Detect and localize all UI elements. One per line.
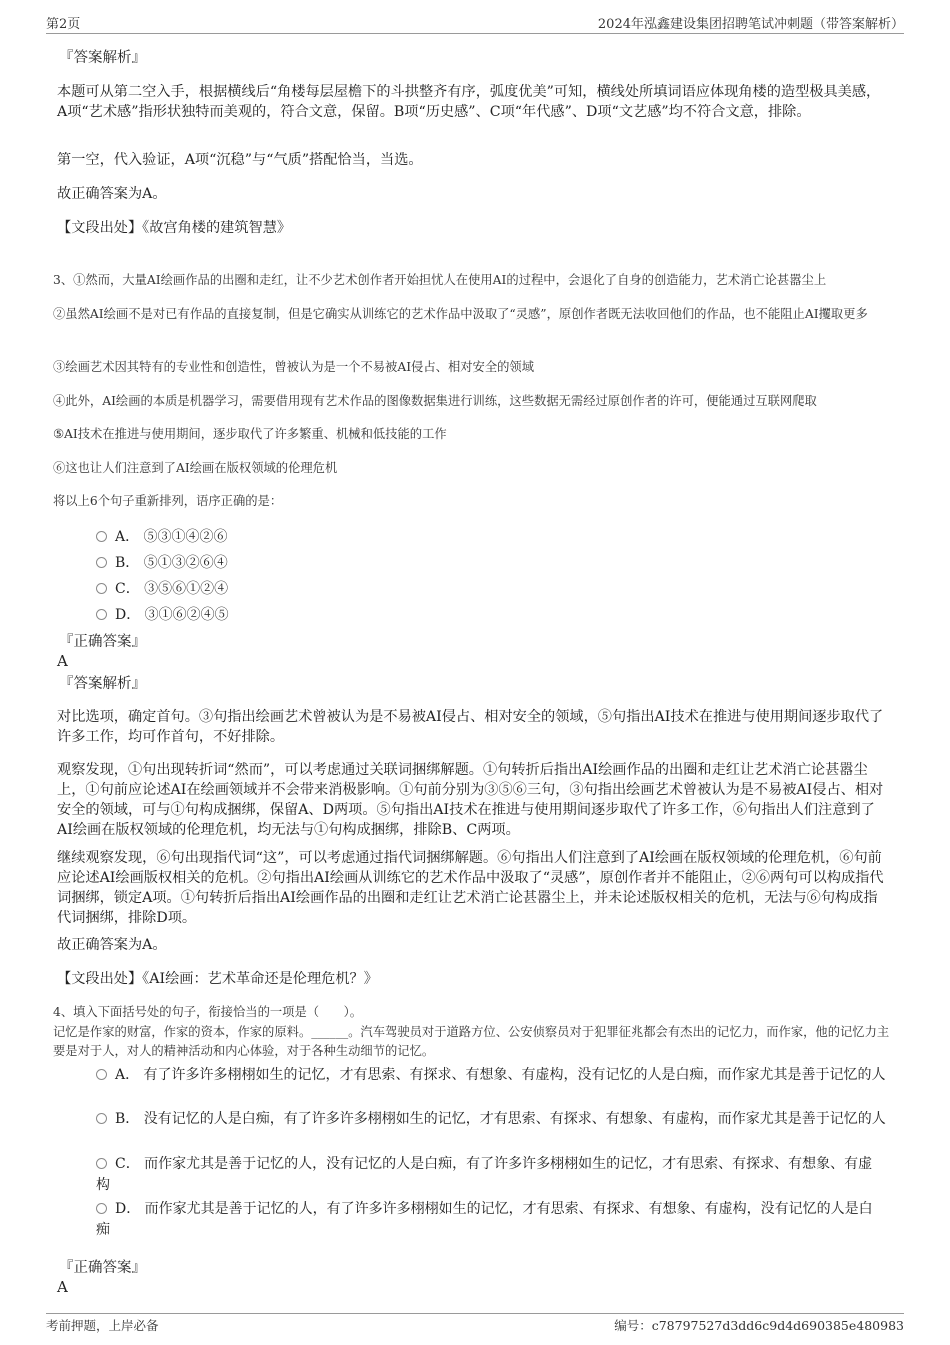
radio-icon[interactable] bbox=[96, 1069, 107, 1080]
q3-answer: A bbox=[57, 652, 68, 670]
q3-sentence: ④此外，AI绘画的本质是机器学习，需要借用现有艺术作品的图像数据集进行训练，这些数据无需经过原创作者的许可，便能通过互联网爬取 bbox=[53, 394, 817, 408]
radio-icon[interactable] bbox=[96, 1203, 107, 1214]
q4-answer: A bbox=[57, 1278, 68, 1296]
q4-stem: 4、填入下面括号处的句子，衔接恰当的一项是（ ）。 bbox=[53, 1005, 363, 1019]
q3-source: 【文段出处】《AI绘画：艺术革命还是伦理危机？》 bbox=[57, 971, 378, 987]
q3-sentence: ⑤AI技术在推进与使用期间，逐步取代了许多繁重、机械和低技能的工作 bbox=[53, 427, 447, 441]
radio-icon[interactable] bbox=[96, 557, 107, 568]
q3-option-b[interactable]: B． ⑤①③②⑥④ bbox=[96, 552, 228, 574]
document-title: 2024年泓鑫建设集团招聘笔试冲刺题（带答案解析） bbox=[597, 17, 904, 32]
footer-slogan: 考前押题，上岸必备 bbox=[46, 1318, 159, 1333]
page-footer bbox=[46, 1313, 904, 1334]
q3-question: 将以上6个句子重新排列，语序正确的是： bbox=[53, 494, 283, 508]
radio-icon[interactable] bbox=[96, 1113, 107, 1124]
q4-option-b[interactable]: B． 没有记忆的人是白痴，有了许多许多栩栩如生的记忆，才有思索、有探求、有想象、有虚构，而作家尤其是善于记忆的人 bbox=[96, 1109, 886, 1130]
radio-icon[interactable] bbox=[96, 1158, 107, 1169]
radio-icon[interactable] bbox=[96, 609, 107, 620]
q4-answer-label: 『正确答案』 bbox=[59, 1260, 146, 1276]
radio-icon[interactable] bbox=[96, 583, 107, 594]
q2-analysis-paragraph: 本题可从第二空入手，根据横线后“角楼每层屋檐下的斗拱整齐有序，弧度优美”可知，横线处所填词语应体现角楼的造型极具美感，A项“艺术感”指形状独特而美观的，符合文意，保留。B项“历史感”、C项“年代感”、D项“文艺感”均不符合文意，排除。 bbox=[57, 84, 881, 120]
q3-answer-conclusion: 故正确答案为A。 bbox=[57, 937, 167, 953]
q3-sentence: ③绘画艺术因其特有的专业性和创造性，曾被认为是一个不易被AI侵占、相对安全的领域 bbox=[53, 360, 535, 374]
q4-option-c[interactable]: C． 而作家尤其是善于记忆的人，没有记忆的人是白痴，有了许多许多栩栩如生的记忆，才有思索、有探求、有想象、有虚构 bbox=[96, 1156, 873, 1193]
q4-option-d[interactable]: D． 而作家尤其是善于记忆的人，有了许多许多栩栩如生的记忆，才有思索、有探求、有想象、有虚构，没有记忆的人是白痴 bbox=[96, 1201, 873, 1238]
q3-sentence: ⑥这也让人们注意到了AI绘画在版权领域的伦理危机 bbox=[53, 461, 338, 475]
q2-source: 【文段出处】《故宫角楼的建筑智慧》 bbox=[57, 220, 292, 236]
page-header bbox=[46, 13, 904, 34]
q3-sentence: ②虽然AI绘画不是对已有作品的直接复制，但是它确实从训练它的艺术作品中汲取了“灵感”，原创作者既无法收回他们的作品，也不能阻止AI攫取更多 bbox=[53, 307, 868, 321]
q4-passage: 记忆是作家的财富，作家的资本，作家的原料。______。汽车驾驶员对于道路方位、公安侦察员对于犯罪征兆都会有杰出的记忆力，而作家，他的记忆力主要是对于人，对人的精神活动和内心体验，对于各种生动细节的记忆。 bbox=[53, 1025, 890, 1058]
q3-analysis-paragraph: 继续观察发现，⑥句出现指代词“这”，可以考虑通过指代词捆绑解题。⑥句指出人们注意到了AI绘画在版权领域的伦理危机，⑥句前应论述AI绘画版权相关的危机。②句指出AI绘画从训练它的艺术作品中汲取了“灵感”，原创作者并不能阻止，②⑥两句可以构成指代词捆绑，锁定A项。①句转折后指出AI绘画作品的出圈和走红让艺术消亡论甚嚣尘上，并未论述版权相关的危机，无法与⑥句构成指代词捆绑，排除D项。 bbox=[57, 850, 884, 926]
document-code bbox=[614, 1316, 904, 1334]
code-label: 编号： bbox=[614, 1318, 652, 1333]
q3-analysis-paragraph: 对比选项，确定首句。③句指出绘画艺术曾被认为是不易被AI侵占、相对安全的领域，⑤句指出AI技术在推进与使用期间逐步取代了许多工作，均可作首句，不好排除。 bbox=[57, 709, 884, 745]
q3-option-a[interactable]: A． ⑤③①④②⑥ bbox=[96, 526, 228, 548]
code-value: c78797527d3dd6c9d4d690385e480983 bbox=[651, 1318, 904, 1333]
page-number: 第2页 bbox=[46, 17, 81, 32]
q3-answer-label: 『正确答案』 bbox=[59, 634, 146, 650]
q2-analysis-label: 『答案解析』 bbox=[59, 50, 146, 66]
q3-sentence: 3、①然而，大量AI绘画作品的出圈和走红，让不少艺术创作者开始担忧人在使用AI的过程中，会退化了自身的创造能力，艺术消亡论甚嚣尘上 bbox=[53, 273, 827, 287]
q3-option-d[interactable]: D． ③①⑥②④⑤ bbox=[96, 604, 229, 626]
q3-analysis-label: 『答案解析』 bbox=[59, 676, 146, 692]
radio-icon[interactable] bbox=[96, 531, 107, 542]
q3-analysis-paragraph: 观察发现，①句出现转折词“然而”，可以考虑通过关联词捆绑解题。①句转折后指出AI绘画作品的出圈和走红让艺术消亡论甚嚣尘上，①句前应论述AI在绘画领域并不会带来消极影响。①句前分别为③⑤⑥三句，③句指出绘画艺术曾被认为是不易被AI侵占、相对安全的领域，可与①句构成捆绑，保留A、D两项。⑤句指出AI技术在推进与使用期间逐步取代了许多工作，⑥句指出人们注意到了AI绘画在版权领域的伦理危机，均无法与①句构成捆绑，排除B、C两项。 bbox=[57, 762, 884, 838]
q4-option-a[interactable]: A． 有了许多许多栩栩如生的记忆，才有思索、有探求、有想象、有虚构，没有记忆的人是白痴，而作家尤其是善于记忆的人 bbox=[96, 1065, 886, 1086]
q3-option-c[interactable]: C． ③⑤⑥①②④ bbox=[96, 578, 228, 600]
q2-analysis-paragraph: 第一空，代入验证，A项“沉稳”与“气质”搭配恰当，当选。 bbox=[57, 152, 423, 168]
q2-answer-conclusion: 故正确答案为A。 bbox=[57, 186, 167, 202]
